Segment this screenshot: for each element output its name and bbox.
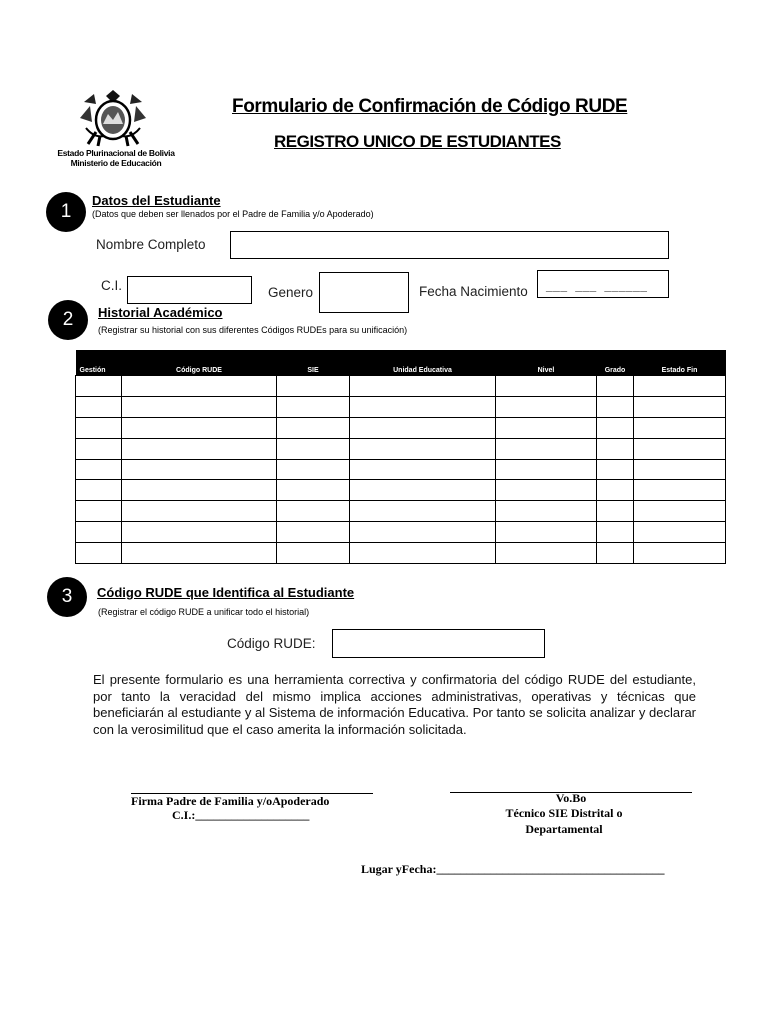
- table-cell[interactable]: [634, 438, 726, 459]
- table-cell[interactable]: [597, 396, 634, 417]
- table-cell[interactable]: [634, 459, 726, 480]
- table-cell[interactable]: [597, 376, 634, 397]
- table-row: [76, 501, 726, 522]
- table-cell[interactable]: [277, 522, 350, 543]
- section-2-number-badge: 2: [48, 300, 88, 340]
- table-cell[interactable]: [277, 376, 350, 397]
- seal-caption-ministry: Ministerio de Educación: [70, 158, 162, 168]
- table-row: [76, 522, 726, 543]
- table-cell[interactable]: [122, 459, 277, 480]
- table-cell[interactable]: [122, 543, 277, 564]
- table-cell[interactable]: [496, 522, 597, 543]
- vobo-label: Vo.Bo: [555, 791, 587, 805]
- table-cell[interactable]: [496, 459, 597, 480]
- table-cell[interactable]: [597, 480, 634, 501]
- table-cell[interactable]: [597, 417, 634, 438]
- table-cell[interactable]: [122, 501, 277, 522]
- table-cell[interactable]: [122, 396, 277, 417]
- ci-label: C.I.: [101, 278, 123, 293]
- table-cell[interactable]: [350, 543, 496, 564]
- table-cell[interactable]: [597, 438, 634, 459]
- table-cell[interactable]: [122, 376, 277, 397]
- table-cell[interactable]: [76, 438, 122, 459]
- table-cell[interactable]: [634, 396, 726, 417]
- table-cell[interactable]: [350, 501, 496, 522]
- table-cell[interactable]: [496, 396, 597, 417]
- table-cell[interactable]: [496, 543, 597, 564]
- section-3-title: Código RUDE que Identifica al Estudiante: [97, 585, 355, 600]
- table-row: [76, 417, 726, 438]
- fecha-nacimiento-field[interactable]: [537, 270, 669, 298]
- table-cell[interactable]: [634, 543, 726, 564]
- historial-academico-table: [75, 350, 726, 564]
- table-cell[interactable]: [76, 459, 122, 480]
- table-cell[interactable]: [496, 417, 597, 438]
- section-3-note: (Registrar el código RUDE a unificar todo el historial): [98, 607, 310, 617]
- technician-title-line1: Técnico SIE Distrital o: [505, 806, 623, 820]
- table-row: [76, 543, 726, 564]
- table-row: [76, 459, 726, 480]
- table-cell[interactable]: [76, 376, 122, 397]
- seal-caption-state: Estado Plurinacional de Bolivia: [57, 148, 175, 158]
- column-header: Gestión: [76, 350, 122, 376]
- nombre-completo-label: Nombre Completo: [96, 237, 206, 252]
- table-cell[interactable]: [76, 417, 122, 438]
- fecha-nacimiento-blanks: ___ ___ ______: [546, 279, 648, 293]
- table-cell[interactable]: [350, 438, 496, 459]
- table-cell[interactable]: [496, 438, 597, 459]
- disclaimer-paragraph: El presente formulario es una herramienta correctiva y confirmatoria del código RUDE del estudiante, por tanto la veracidad del mismo implica acciones administrativas, operativas y técnicas que beneficiarán al estudiante y al Sistema de información Educativa. Por tanto se solicita analizar y declarar con la verosimilitud que el caso amerita la información solicitada.: [93, 672, 696, 737]
- table-cell[interactable]: [277, 480, 350, 501]
- column-header: Unidad Educativa: [350, 350, 496, 376]
- table-cell[interactable]: [350, 417, 496, 438]
- table-cell[interactable]: [122, 417, 277, 438]
- historial-table-body: [76, 376, 726, 564]
- bolivia-coat-of-arms: [76, 88, 150, 148]
- table-cell[interactable]: [634, 480, 726, 501]
- table-cell[interactable]: [76, 501, 122, 522]
- table-cell[interactable]: [277, 501, 350, 522]
- table-cell[interactable]: [350, 396, 496, 417]
- fecha-nacimiento-label: Fecha Nacimiento: [419, 284, 528, 299]
- table-cell[interactable]: [597, 501, 634, 522]
- table-row: [76, 480, 726, 501]
- table-cell[interactable]: [122, 522, 277, 543]
- table-cell[interactable]: [597, 522, 634, 543]
- table-cell[interactable]: [350, 480, 496, 501]
- table-cell[interactable]: [597, 543, 634, 564]
- table-cell[interactable]: [76, 396, 122, 417]
- table-cell[interactable]: [277, 438, 350, 459]
- signature-parent-ci: C.I.:___________________: [172, 808, 310, 822]
- section-2-title: Historial Académico: [98, 305, 223, 320]
- column-header: Nivel: [496, 350, 597, 376]
- codigo-rude-label: Código RUDE:: [227, 636, 316, 651]
- form-subtitle: REGISTRO UNICO DE ESTUDIANTES: [274, 132, 561, 151]
- table-cell[interactable]: [76, 522, 122, 543]
- table-cell[interactable]: [634, 522, 726, 543]
- table-cell[interactable]: [277, 417, 350, 438]
- column-header: SIE: [277, 350, 350, 376]
- table-cell[interactable]: [350, 376, 496, 397]
- section-1-note: (Datos que deben ser llenados por el Padre de Familia y/o Apoderado): [92, 209, 374, 219]
- ci-field[interactable]: [127, 276, 252, 304]
- genero-label: Genero: [268, 285, 314, 300]
- section-1-title: Datos del Estudiante: [92, 193, 221, 208]
- table-cell[interactable]: [350, 459, 496, 480]
- table-cell[interactable]: [634, 417, 726, 438]
- column-header: Estado Fin: [634, 350, 726, 376]
- nombre-completo-field[interactable]: [230, 231, 669, 259]
- table-cell[interactable]: [76, 480, 122, 501]
- signature-parent-label: Firma Padre de Familia y/oApoderado: [131, 794, 330, 808]
- codigo-rude-field[interactable]: [332, 629, 545, 658]
- table-cell[interactable]: [350, 522, 496, 543]
- table-cell[interactable]: [277, 459, 350, 480]
- table-cell[interactable]: [122, 438, 277, 459]
- lugar-fecha-field: Lugar yFecha:______________________________________: [361, 862, 665, 876]
- technician-title-line2: Departamental: [525, 822, 603, 836]
- table-cell[interactable]: [76, 543, 122, 564]
- section-3-number-badge: 3: [47, 577, 87, 617]
- table-cell[interactable]: [122, 480, 277, 501]
- table-cell[interactable]: [496, 480, 597, 501]
- table-cell[interactable]: [597, 459, 634, 480]
- section-2-note: (Registrar su historial con sus diferentes Códigos RUDEs para su unificación): [98, 325, 408, 335]
- section-1-number-badge: 1: [46, 192, 86, 232]
- column-header: Grado: [597, 350, 634, 376]
- table-row: [76, 438, 726, 459]
- table-cell[interactable]: [496, 501, 597, 522]
- table-row: [76, 396, 726, 417]
- table-row: [76, 376, 726, 397]
- table-cell[interactable]: [277, 396, 350, 417]
- genero-field[interactable]: [319, 272, 409, 313]
- table-header-row: [76, 350, 726, 376]
- table-cell[interactable]: [277, 543, 350, 564]
- form-title: Formulario de Confirmación de Código RUDE: [232, 96, 628, 117]
- column-header: Código RUDE: [122, 350, 277, 376]
- table-cell[interactable]: [634, 501, 726, 522]
- table-cell[interactable]: [496, 376, 597, 397]
- table-cell[interactable]: [634, 376, 726, 397]
